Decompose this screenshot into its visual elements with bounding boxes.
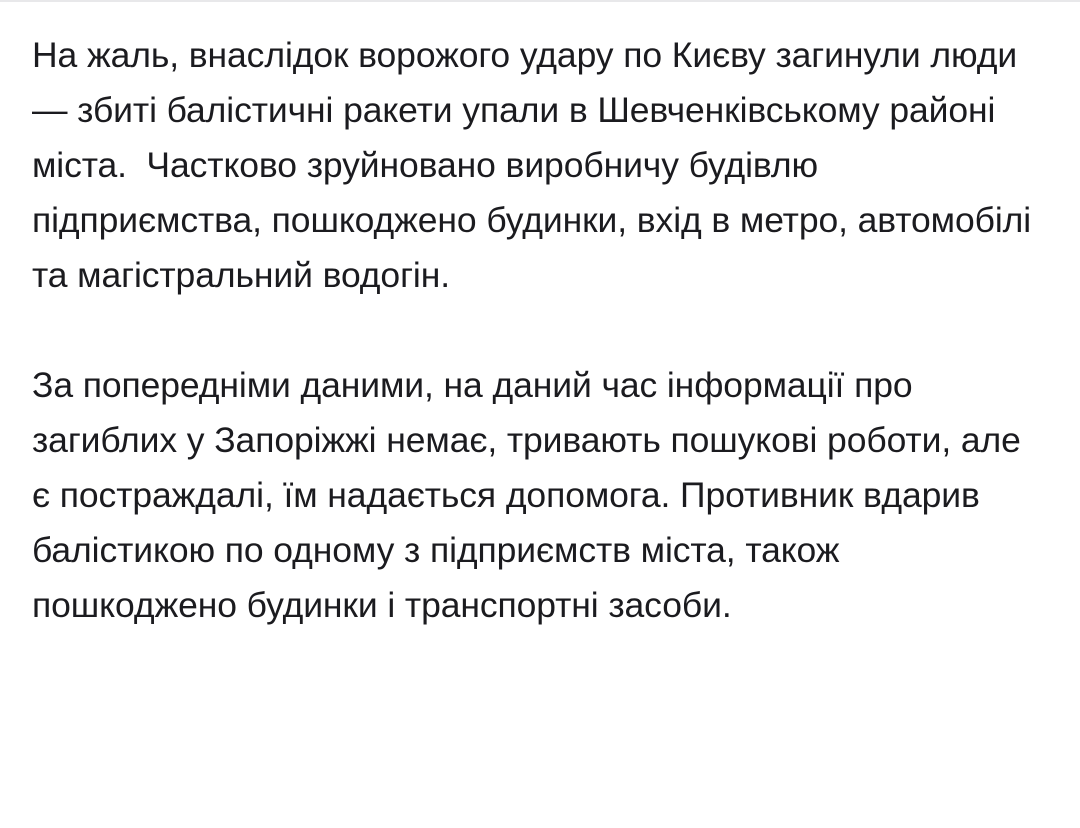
top-divider [0, 0, 1080, 2]
paragraph-1: На жаль, внаслідок ворожого удару по Києву загинули люди — збиті балістичні ракети упали в Шевченківському районі міста. Частково зруйновано виробничу будівлю підприємства, пошкоджено будинки, вхід в метро, автомобілі та магістральний водогін. [32, 35, 1041, 295]
paragraph-2: За попередніми даними, на даний час інформації про загиблих у Запоріжжі немає, тривають пошукові роботи, але є постраждалі, їм надається допомога. Противник вдарив балістикою по одному з підприємств міста, також пошкоджено будинки і транспортні засоби. [32, 365, 1031, 625]
message-body [32, 28, 1044, 633]
